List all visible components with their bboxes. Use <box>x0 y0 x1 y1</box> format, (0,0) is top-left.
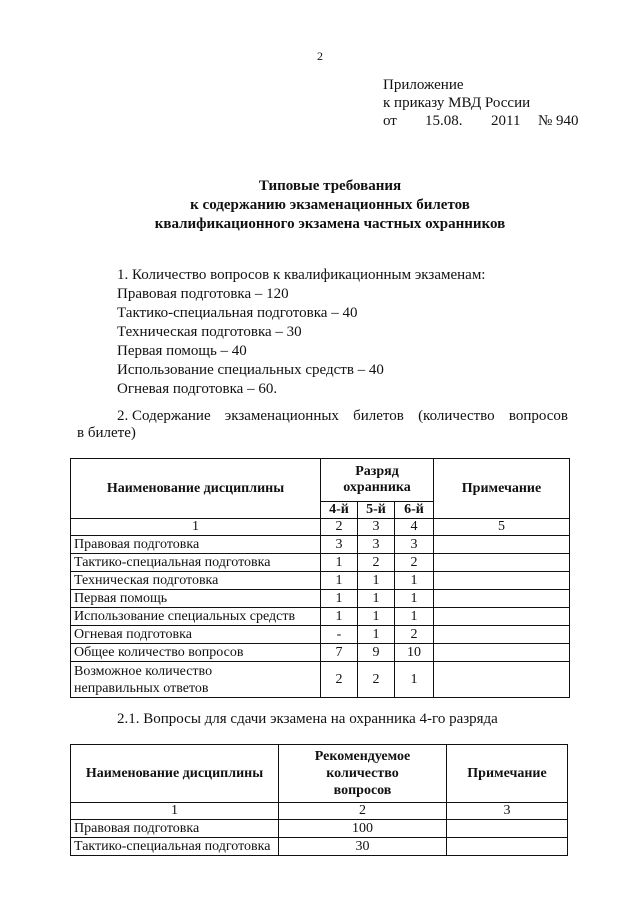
appendix-from: от <box>383 113 397 129</box>
list-item: Первая помощь – 40 <box>117 343 247 359</box>
col-recommended-header <box>279 745 447 803</box>
section2-word: экзаменационных <box>224 408 339 424</box>
rank5-value: 2 <box>358 662 395 698</box>
discipline-name: Тактико-специальная подготовка <box>71 838 279 856</box>
title-line2: к содержанию экзаменационных билетов <box>190 197 470 213</box>
appendix-line1: Приложение <box>383 77 464 93</box>
col-note-header: Примечание <box>447 745 568 803</box>
note-cell <box>434 662 570 698</box>
list-item: Техническая подготовка – 30 <box>117 324 302 340</box>
col-rec-l3: вопросов <box>333 783 392 798</box>
col-rank-header <box>321 459 434 502</box>
questions-by-rank-table <box>70 458 570 698</box>
col-number: 2 <box>279 803 447 820</box>
note-cell <box>434 590 570 608</box>
rank4-value: 1 <box>321 554 358 572</box>
note-cell <box>434 608 570 626</box>
col-number: 4 <box>395 519 434 536</box>
document-title <box>60 177 600 234</box>
rank5-value: 2 <box>358 554 395 572</box>
rank4-value: - <box>321 626 358 644</box>
note-cell <box>447 838 568 856</box>
appendix-number: № 940 <box>538 113 579 129</box>
col-number: 5 <box>434 519 570 536</box>
rank5-value: 1 <box>358 608 395 626</box>
note-cell <box>434 536 570 554</box>
last-row-name-l2: неправильных ответов <box>74 680 209 696</box>
title-line3: квалификационного экзамена частных охранников <box>154 216 506 232</box>
rank4-value: 2 <box>321 662 358 698</box>
rank5-value: 1 <box>358 626 395 644</box>
col-rec-l1: Рекомендуемое <box>314 749 411 764</box>
discipline-name: Правовая подготовка <box>71 820 279 838</box>
table-number-row <box>71 803 568 820</box>
note-cell <box>434 572 570 590</box>
list-item: Использование специальных средств – 40 <box>117 362 384 378</box>
list-item: Огневая подготовка – 60. <box>117 381 278 397</box>
section2-word: 2. Содержание <box>117 408 211 424</box>
rank6-value: 1 <box>395 590 434 608</box>
discipline-name: Использование специальных средств <box>71 608 321 626</box>
title-line1: Типовые требования <box>258 178 402 194</box>
section2-line2: в билете) <box>77 425 136 441</box>
col-rank-4: 4-й <box>321 502 358 519</box>
table-row <box>71 572 570 590</box>
table-row <box>71 590 570 608</box>
discipline-name <box>71 662 321 698</box>
rank4-value: 1 <box>321 590 358 608</box>
rank6-value: 10 <box>395 644 434 662</box>
discipline-name: Огневая подготовка <box>71 626 321 644</box>
col-rank-5: 5-й <box>358 502 395 519</box>
col-rank-6: 6-й <box>395 502 434 519</box>
section2-word: вопросов <box>508 408 568 424</box>
col-number: 3 <box>358 519 395 536</box>
table-row <box>71 608 570 626</box>
table-row <box>71 838 568 856</box>
note-cell <box>434 644 570 662</box>
recommended-count: 30 <box>279 838 447 856</box>
table-row <box>71 820 568 838</box>
col-number: 1 <box>71 803 279 820</box>
col-number: 1 <box>71 519 321 536</box>
note-cell <box>434 554 570 572</box>
rank6-value: 2 <box>395 554 434 572</box>
page-number: 2 <box>317 49 323 63</box>
rank6-value: 1 <box>395 608 434 626</box>
table-row <box>71 626 570 644</box>
discipline-name: Техническая подготовка <box>71 572 321 590</box>
section2-word: (количество <box>418 408 495 424</box>
rank6-value: 2 <box>395 626 434 644</box>
col-note-header: Примечание <box>434 459 570 519</box>
note-cell <box>447 820 568 838</box>
appendix-line3 <box>383 112 579 130</box>
section2-paragraph <box>77 408 568 442</box>
discipline-name: Первая помощь <box>71 590 321 608</box>
list-item: Правовая подготовка – 120 <box>117 286 289 302</box>
col-rank-l1: Разряд <box>355 464 399 479</box>
list-item: Тактико-специальная подготовка – 40 <box>117 305 358 321</box>
col-number: 3 <box>447 803 568 820</box>
appendix-year: 2011 <box>491 113 521 129</box>
rank4-value: 7 <box>321 644 358 662</box>
note-cell <box>434 626 570 644</box>
rank4-value: 1 <box>321 572 358 590</box>
rank5-value: 9 <box>358 644 395 662</box>
table-row <box>71 662 570 698</box>
discipline-name: Тактико-специальная подготовка <box>71 554 321 572</box>
rank5-value: 3 <box>358 536 395 554</box>
rank5-value: 1 <box>358 590 395 608</box>
appendix-date: 15.08. <box>425 113 463 129</box>
col-discipline-header: Наименование дисциплины <box>71 459 321 519</box>
table-row <box>71 554 570 572</box>
table-number-row <box>71 519 570 536</box>
col-rec-l2: количество <box>326 766 399 781</box>
col-number: 2 <box>321 519 358 536</box>
col-discipline-header: Наименование дисциплины <box>71 745 279 803</box>
discipline-name: Правовая подготовка <box>71 536 321 554</box>
rank4-value: 3 <box>321 536 358 554</box>
recommended-count: 100 <box>279 820 447 838</box>
rank6-value: 1 <box>395 572 434 590</box>
discipline-name: Общее количество вопросов <box>71 644 321 662</box>
rank4-value: 1 <box>321 608 358 626</box>
rank4-questions-table <box>70 744 568 856</box>
rank5-value: 1 <box>358 572 395 590</box>
table-row <box>71 644 570 662</box>
col-rank-l2: охранника <box>343 480 411 495</box>
appendix-block <box>383 76 579 130</box>
last-row-name-l1: Возможное количество <box>74 663 213 679</box>
section1 <box>117 266 485 399</box>
section2-word: билетов <box>353 408 404 424</box>
table-row <box>71 536 570 554</box>
rank6-value: 1 <box>395 662 434 698</box>
rank6-value: 3 <box>395 536 434 554</box>
section21-heading: 2.1. Вопросы для сдачи экзамена на охранника 4-го разряда <box>117 711 498 727</box>
appendix-line2: к приказу МВД России <box>383 95 531 111</box>
section1-heading: 1. Количество вопросов к квалификационным экзаменам: <box>117 267 486 283</box>
